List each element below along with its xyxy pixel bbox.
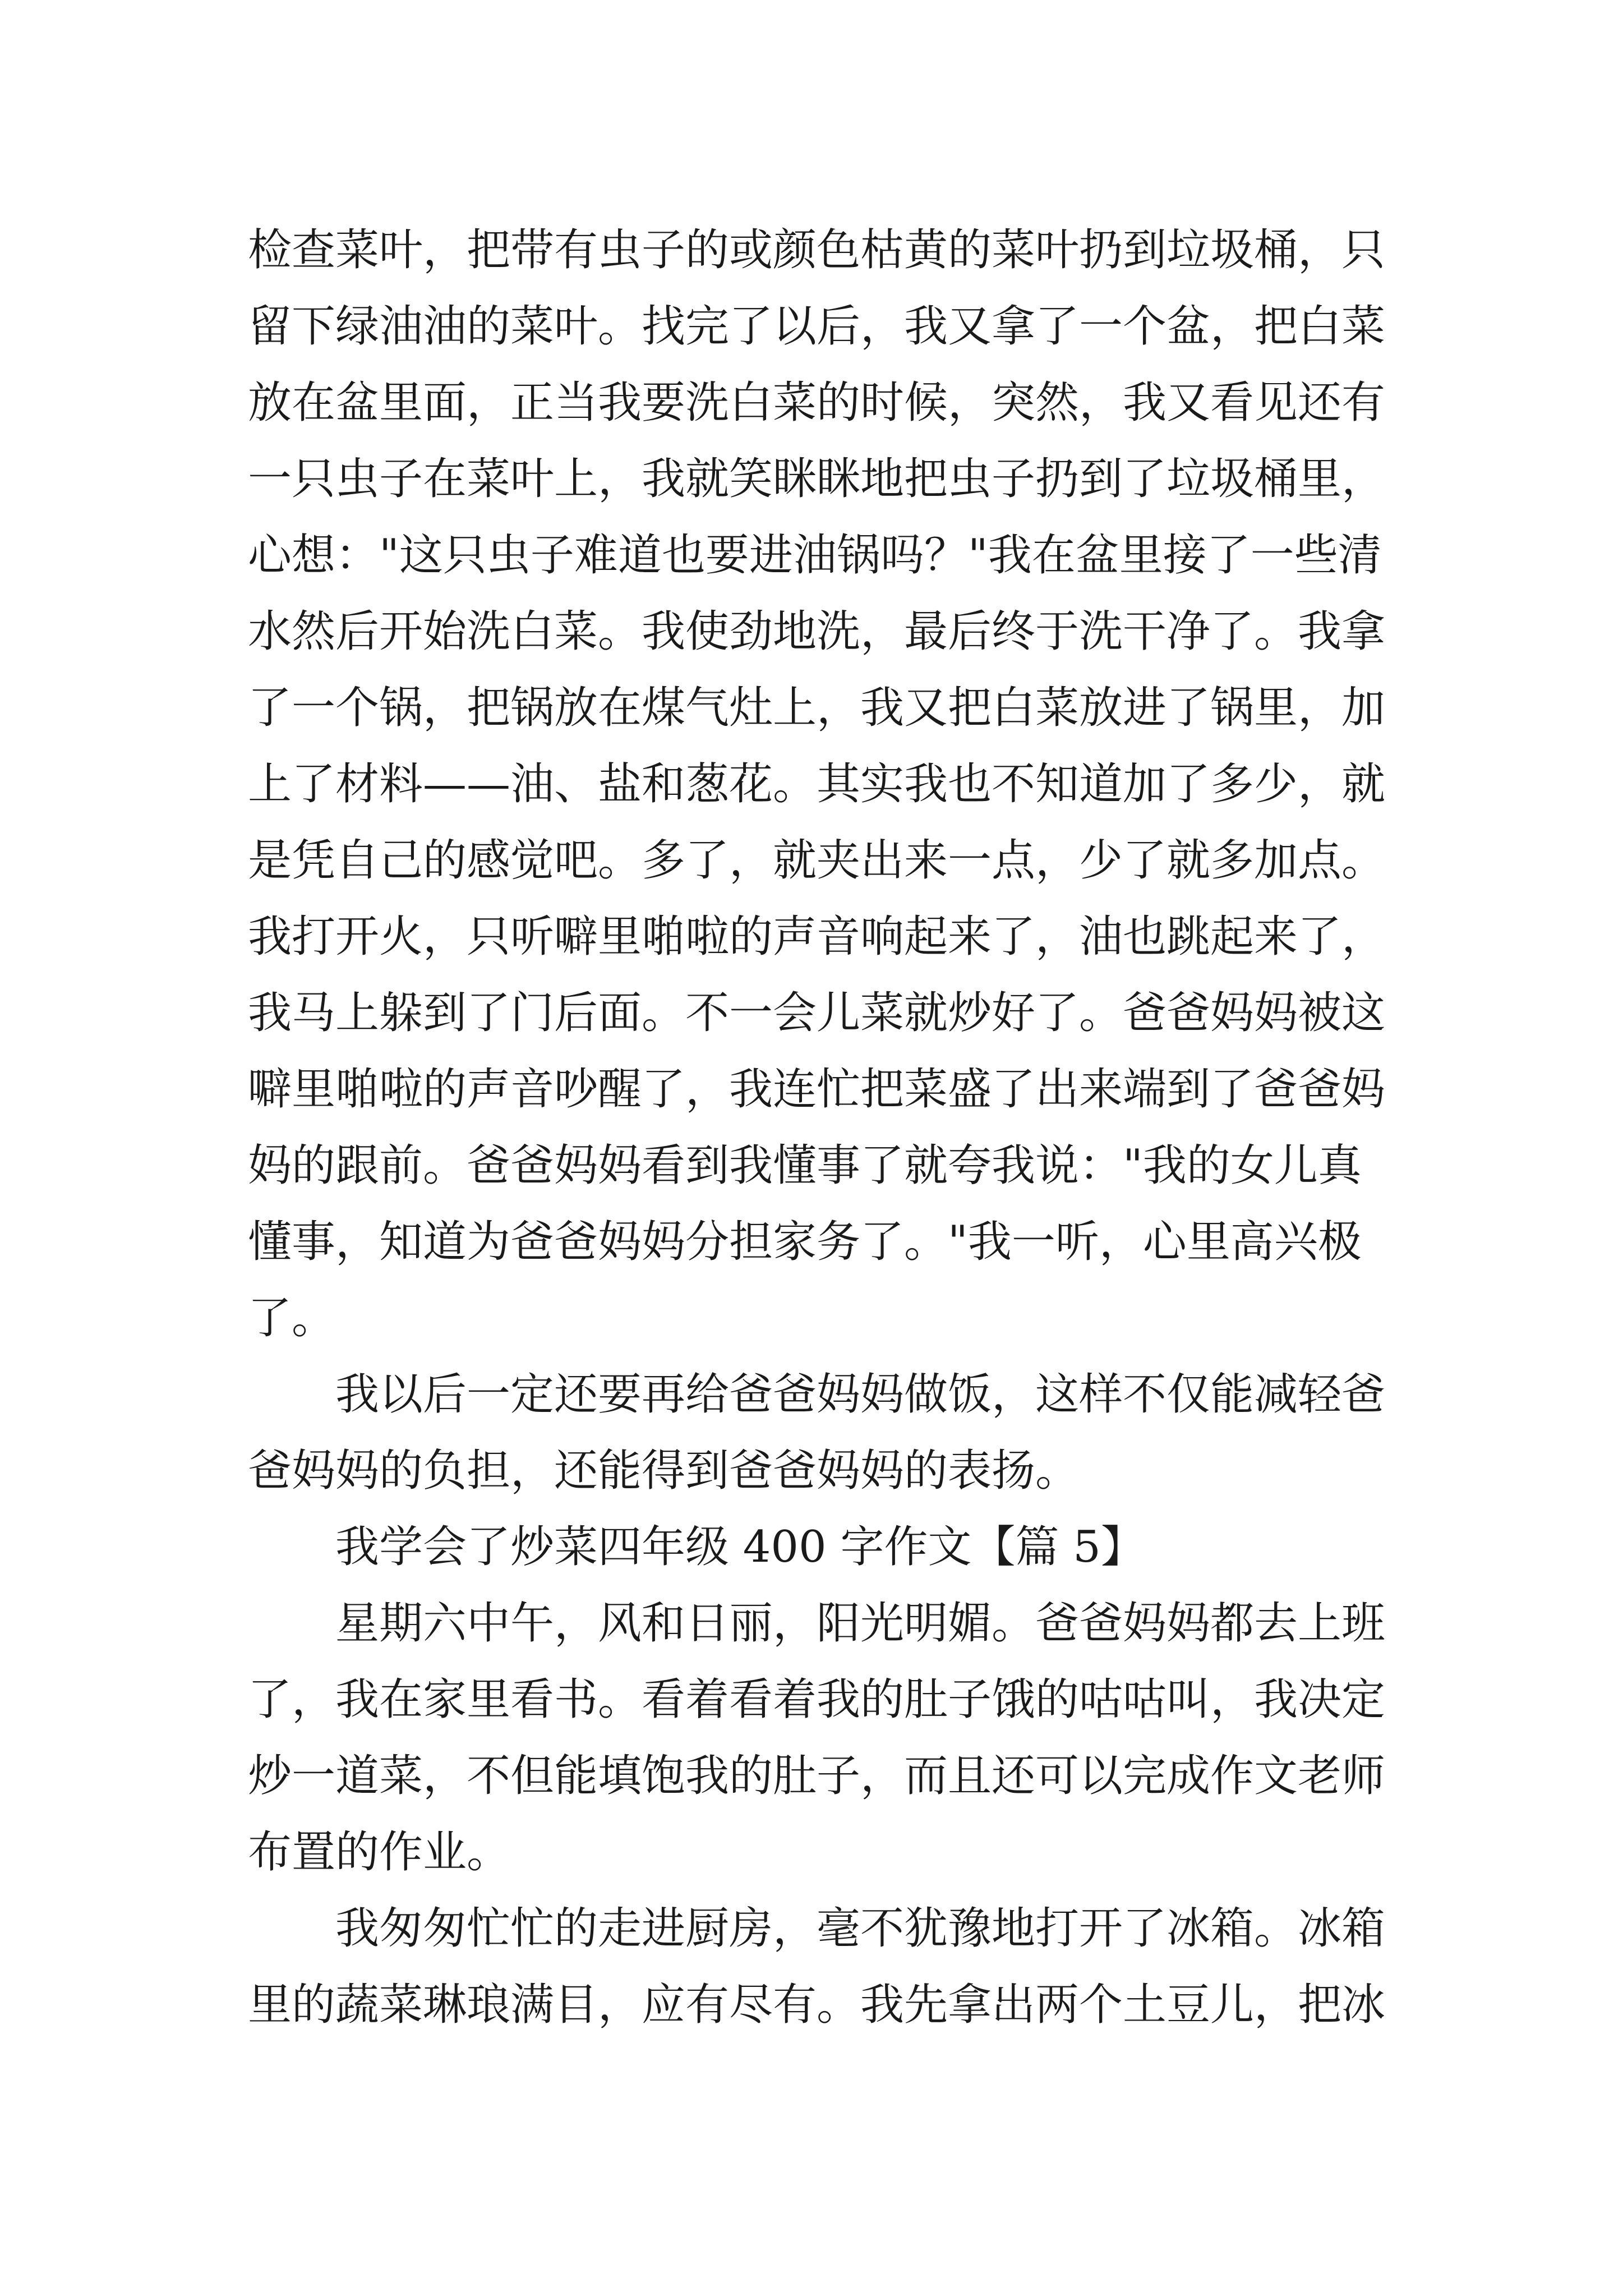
text-line: 我打开火，只听噼里啪啦的声音响起来了，油也跳起来了， — [248, 912, 1386, 962]
text-line: 心想："这只虫子难道也要进油锅吗？"我在盆里接了一些清 — [248, 530, 1382, 581]
text-line: 是凭自己的感觉吧。多了，就夹出来一点，少了就多加点。 — [248, 835, 1386, 886]
paragraph-start-line: 星期六中午，风和日丽，阳光明媚。爸爸妈妈都去上班 — [335, 1598, 1386, 1649]
text-line: 了。 — [248, 1293, 336, 1343]
text-line: 爸妈妈的负担，还能得到爸爸妈妈的表扬。 — [248, 1446, 1080, 1496]
text-line: 检查菜叶，把带有虫子的或颜色枯黄的菜叶扔到垃圾桶，只 — [248, 225, 1386, 275]
text-line: 噼里啪啦的声音吵醒了，我连忙把菜盛了出来端到了爸爸妈 — [248, 1064, 1386, 1115]
text-line: 里的蔬菜琳琅满目，应有尽有。我先拿出两个土豆儿，把冰 — [248, 1980, 1386, 2030]
text-line: 留下绿油油的菜叶。找完了以后，我又拿了一个盆，把白菜 — [248, 301, 1386, 352]
text-line: 了一个锅，把锅放在煤气灶上，我又把白菜放进了锅里，加 — [248, 683, 1386, 733]
paragraph-start-line: 我匆匆忙忙的走进厨房，毫不犹豫地打开了冰箱。冰箱 — [335, 1903, 1386, 1954]
text-line: 水然后开始洗白菜。我使劲地洗，最后终于洗干净了。我拿 — [248, 606, 1386, 657]
text-line: 一只虫子在菜叶上，我就笑眯眯地把虫子扔到了垃圾桶里， — [248, 454, 1386, 504]
text-line: 布置的作业。 — [248, 1827, 511, 1878]
text-line: 上了材料——油、盐和葱花。其实我也不知道加了多少，就 — [248, 759, 1386, 809]
section-heading: 我学会了炒菜四年级 400 字作文【篇 5】 — [335, 1522, 1145, 1572]
text-line: 了，我在家里看书。看着看着我的肚子饿的咕咕叫，我决定 — [248, 1674, 1386, 1725]
text-line: 懂事，知道为爸爸妈妈分担家务了。"我一听，心里高兴极 — [248, 1217, 1362, 1267]
body-text — [248, 212, 1392, 2043]
text-line: 我马上躲到了门后面。不一会儿菜就炒好了。爸爸妈妈被这 — [248, 988, 1386, 1038]
text-line: 妈的跟前。爸爸妈妈看到我懂事了就夸我说："我的女儿真 — [248, 1140, 1362, 1191]
paragraph-start-line: 我以后一定还要再给爸爸妈妈做饭，这样不仅能减轻爸 — [335, 1369, 1386, 1420]
text-line: 炒一道菜，不但能填饱我的肚子，而且还可以完成作文老师 — [248, 1751, 1386, 1801]
text-line: 放在盆里面，正当我要洗白菜的时候，突然，我又看见还有 — [248, 378, 1386, 428]
